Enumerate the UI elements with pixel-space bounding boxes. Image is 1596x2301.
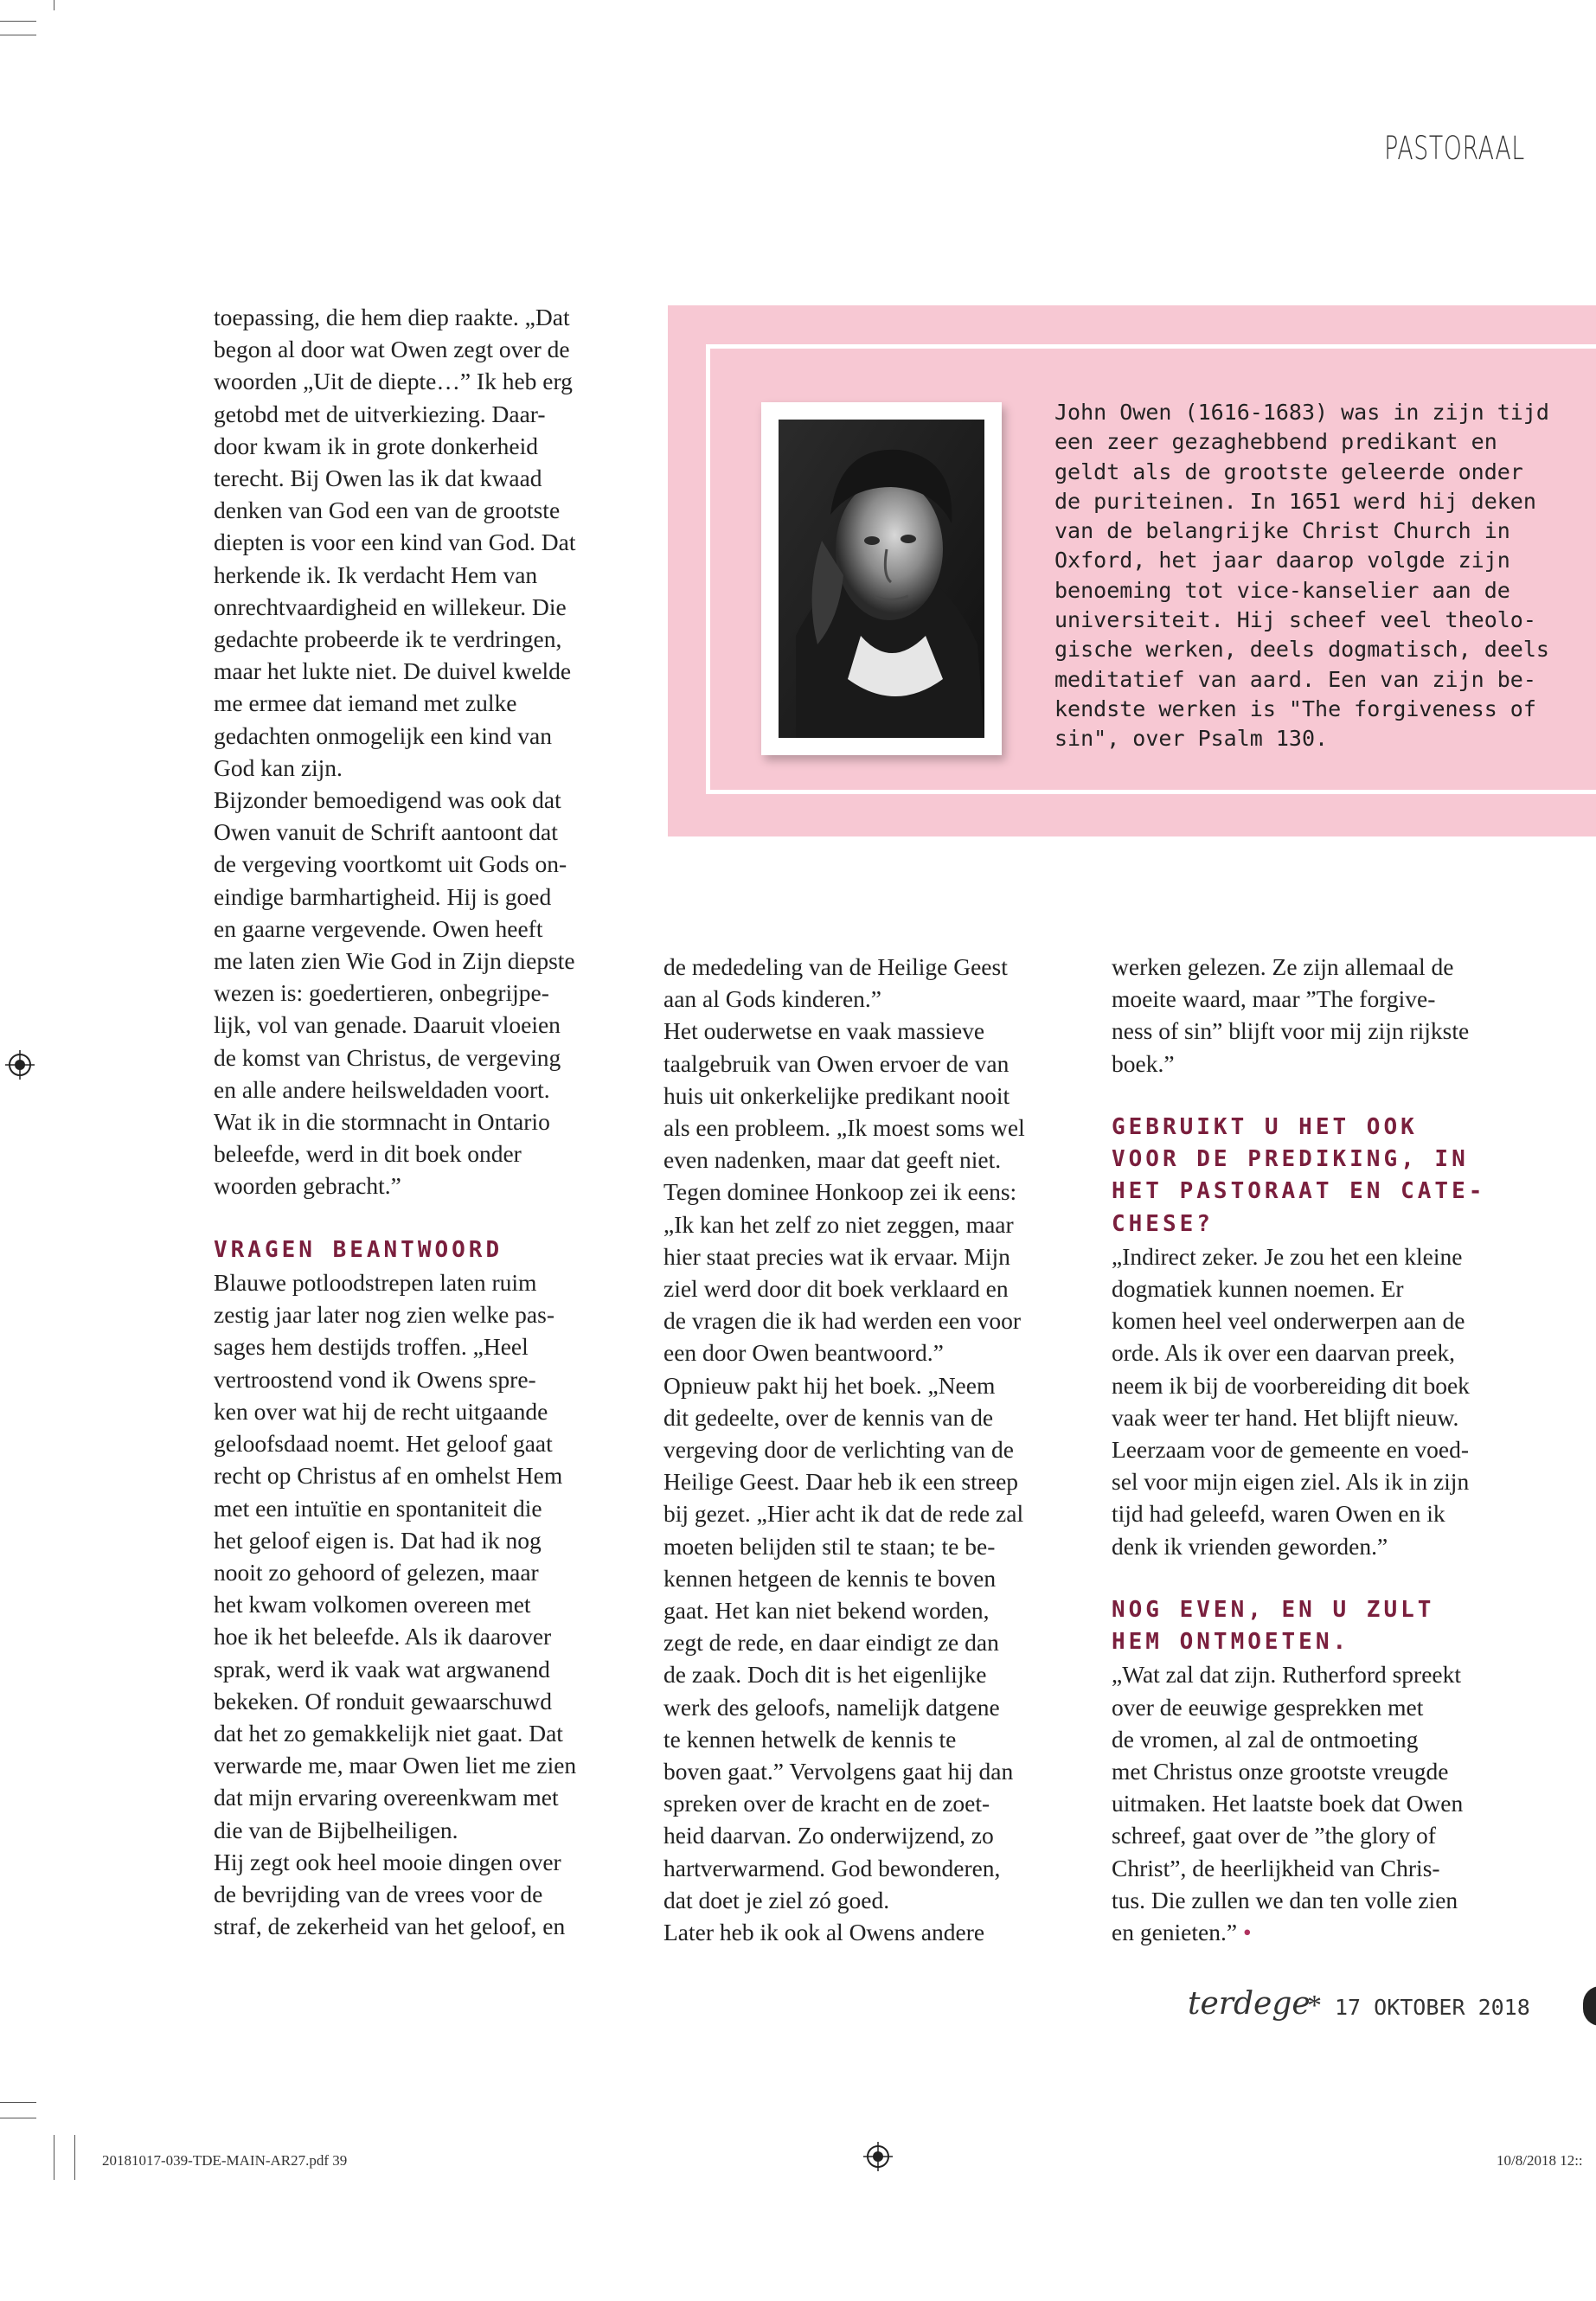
text-line: begon al door wat Owen zegt over de [214,336,570,363]
bio-line: de puriteinen. In 1651 werd hij deken [1054,488,1536,514]
text-line: te kennen hetwelk de kennis te [663,1725,957,1753]
article-end-mark: • [1237,1919,1252,1946]
text-line: de zaak. Doch dit is het eigenlijke [663,1661,987,1689]
text-line: moeten belijden stil te staan; te be- [663,1532,996,1560]
registration-mark-icon [5,1050,35,1080]
text-line: Bijzonder bemoedigend was ook dat [214,786,561,814]
bio-line: Oxford, het jaar daarop volgde zijn [1054,548,1510,574]
issue-date: 17 OKTOBER 2018 [1335,1995,1530,2020]
text-line: ziel werd door dit boek verklaard en [663,1275,1009,1303]
text-line: boek.” [1112,1049,1175,1077]
text-line: huis uit onkerkelijke predikant nooit [663,1081,1010,1109]
text-line: Leerzaam voor de gemeente en voed- [1112,1436,1470,1464]
text-line: schreef, gaat over de ”the glory of [1112,1822,1436,1849]
bio-line: geldt als de grootste geleerde onder [1054,458,1523,484]
text-line: zestig jaar later nog zien welke pas- [214,1301,554,1329]
crop-mark [0,21,36,22]
portrait-image [779,420,984,738]
bio-line: van de belangrijke Christ Church in [1054,518,1510,544]
text-line: woorden „Uit de diepte…” Ik heb erg [214,368,573,395]
bio-line: universiteit. Hij scheef veel theolo- [1054,607,1536,633]
magazine-brand: terdege [1188,1986,1311,2022]
subheading-line: CHESE? [1112,1210,1214,1237]
text-line: komen heel veel onderwerpen aan de [1112,1307,1465,1335]
text-line: tijd had geleefd, waren Owen en ik [1112,1500,1445,1528]
text-line: Blauwe potloodstrepen laten ruim [214,1269,537,1297]
text-line: dat mijn ervaring overeenkwam met [214,1784,559,1811]
text-line: de vergeving voortkomt uit Gods on- [214,850,567,878]
text-line: sprak, werd ik vaak wat argwanend [214,1655,550,1682]
text-line: sages hem destijds troffen. „Heel [214,1333,529,1361]
text-line: geloofsdaad noemt. Het geloof gaat [214,1430,553,1458]
text-line: me ermee dat iemand met zulke [214,689,517,717]
article-column-3 [1112,951,1485,1948]
text-line: gedachte probeerde ik te verdringen, [214,625,562,653]
separator-star-icon: * [1307,1990,1322,2022]
text-line: gedachten onmogelijk een kind van [214,721,552,749]
bio-line: benoeming tot vice-kanselier aan de [1054,577,1510,603]
bio-line: sin", over Psalm 130. [1054,726,1329,752]
print-slug-file: 20181017-039-TDE-MAIN-AR27.pdf 39 [102,2152,348,2169]
text-line: een door Owen beantwoord.” [663,1339,944,1367]
text-line: lijk, vol van genade. Daaruit vloeien [214,1011,561,1039]
bio-line: meditatief van aard. Een van zijn be- [1054,666,1536,692]
subheading-line: HET PASTORAAT EN CATE- [1112,1178,1486,1205]
text-line: en gaarne vergevende. Owen heeft [214,914,543,942]
paragraph-gap [1112,1562,1485,1594]
text-line: en genieten.” • [1112,1919,1252,1946]
text-line: „Wat zal dat zijn. Rutherford spreekt [1112,1661,1462,1689]
text-line: Wat ik in die stormnacht in Ontario [214,1108,550,1136]
text-line: orde. Als ik over een daarvan preek, [1112,1339,1456,1367]
text-line: maar het lukte niet. De duivel kwelde [214,657,572,685]
text-line: verwarde me, maar Owen liet me zien [214,1752,577,1779]
text-line: door kwam ik in grote donkerheid [214,432,538,459]
text-line: het geloof eigen is. Dat had ik nog [214,1526,542,1554]
text-line: dat het zo gemakkelijk niet gaat. Dat [214,1719,563,1747]
text-line: spreken over de kracht en de zoet- [663,1790,990,1817]
text-line: God kan zijn. [214,753,343,781]
text-line: de bevrijding van de vrees voor de [214,1880,543,1907]
article-column-1 [214,301,576,1942]
text-line: herkende ik. Ik verdacht Hem van [214,561,538,588]
text-line: zegt de rede, en daar eindigt ze dan [663,1629,999,1657]
text-line: denken van God een van de grootste [214,497,561,524]
text-line: onrechtvaardigheid en willekeur. Die [214,593,567,620]
crop-mark [74,2135,75,2180]
subheading-line: VRAGEN BEANTWOORD [214,1236,503,1263]
text-line: dat doet je ziel zó goed. [663,1886,890,1913]
text-line: terecht. Bij Owen las ik dat kwaad [214,465,542,492]
registration-mark-icon [863,2142,893,2171]
text-line: even nadenken, maar dat geeft niet. [663,1146,1002,1174]
text-line: ness of sin” blijft voor mij zijn rijkste [1112,1017,1470,1045]
text-line: ken over wat hij de recht uitgaande [214,1397,548,1425]
text-line: straf, de zekerheid van het geloof, en [214,1913,566,1940]
bio-line: een zeer gezaghebbend predikant en [1054,429,1497,455]
portrait-photo [761,402,1002,755]
text-line: en alle andere heilsweldaden voort. [214,1075,550,1103]
text-line: Heilige Geest. Daar heb ik een streep [663,1468,1019,1496]
page-number-tab [1583,1986,1596,2026]
text-line: met Christus onze grootste vreugde [1112,1758,1449,1785]
text-line: heid daarvan. Zo onderwijzend, zo [663,1822,994,1849]
text-line: dogmatiek kunnen noemen. Er [1112,1275,1404,1303]
text-line: kennen hetgeen de kennis te boven [663,1564,997,1592]
text-line: tus. Die zullen we dan ten volle zien [1112,1886,1458,1913]
text-line: „Indirect zeker. Je zou het een kleine [1112,1242,1463,1270]
subheading-line: NOG EVEN, EN U ZULT [1112,1597,1435,1624]
text-line: vaak weer ter hand. Het blijft nieuw. [1112,1403,1459,1431]
text-line: aan al Gods kinderen.” [663,985,881,1013]
subheading-line: GEBRUIKT U HET OOK [1112,1114,1418,1140]
text-line: werk des geloofs, namelijk datgene [663,1693,1000,1721]
text-line: moeite waard, maar ”The forgive- [1112,985,1436,1013]
text-line: Tegen dominee Honkoop zei ik eens: [663,1178,1017,1206]
text-line: uitmaken. Het laatste boek dat Owen [1112,1790,1464,1817]
bio-line: kendste werken is "The forgiveness of [1054,695,1536,721]
paragraph-gap [214,1202,576,1234]
text-line: hartverwarmend. God bewonderen, [663,1854,1001,1881]
section-label: PASTORAAL [1384,130,1525,167]
text-line: werken gelezen. Ze zijn allemaal de [1112,953,1454,980]
article-column-2 [663,951,1025,1948]
text-line: bij gezet. „Hier acht ik dat de rede zal [663,1500,1024,1528]
text-line: over de eeuwige gesprekken met [1112,1693,1424,1721]
text-line: wezen is: goedertieren, onbegrijpe- [214,979,549,1007]
text-line: de mededeling van de Heilige Geest [663,953,1008,980]
text-line: Owen vanuit de Schrift aantoont dat [214,818,558,846]
text-line: vergeving door de verlichting van de [663,1436,1014,1464]
subheading-line: VOOR DE PREDIKING, IN [1112,1146,1469,1173]
sidebar-bio [1054,398,1595,754]
text-line: Het ouderwetse en vaak massieve [663,1017,985,1045]
text-line: me laten zien Wie God in Zijn diepste [214,947,575,975]
text-line: denk ik vrienden geworden.” [1112,1532,1388,1560]
text-line: diepten is voor een kind van God. Dat [214,529,576,556]
text-line: recht op Christus af en omhelst Hem [214,1462,563,1490]
text-line: als een probleem. „Ik moest soms wel [663,1114,1025,1142]
text-line: neem ik bij de voorbereiding dit boek [1112,1371,1470,1399]
text-line: boven gaat.” Vervolgens gaat hij dan [663,1758,1014,1785]
paragraph-gap [1112,1080,1485,1112]
text-line: sel voor mijn eigen ziel. Als ik in zijn [1112,1468,1470,1496]
text-line: toepassing, die hem diep raakte. „Dat [214,304,570,330]
text-line: Hij zegt ook heel mooie dingen over [214,1848,561,1875]
text-line: Christ”, de heerlijkheid van Chris- [1112,1854,1440,1881]
text-line: woorden gebracht.” [214,1172,401,1200]
crop-mark [0,2102,36,2103]
text-line: dit gedeelte, over de kennis van de [663,1403,994,1431]
text-line: beleefde, werd in dit boek onder [214,1140,522,1168]
text-line: eindige barmhartigheid. Hij is goed [214,882,552,910]
text-line: „Ik kan het zelf zo niet zeggen, maar [663,1210,1014,1238]
text-line: nooit zo gehoord of gelezen, maar [214,1558,539,1586]
bio-line: John Owen (1616-1683) was in zijn tijd [1054,400,1549,425]
text-line: de vromen, al zal de ontmoeting [1112,1725,1419,1753]
text-line: Later heb ik ook al Owens andere [663,1919,985,1946]
text-line: met een intuïtie en spontaniteit die [214,1494,542,1522]
text-line: vertroostend vond ik Owens spre- [214,1365,536,1393]
text-line: hoe ik het beleefde. Als ik daarover [214,1623,552,1650]
text-line: gaat. Het kan niet bekend worden, [663,1597,990,1625]
text-line: taalgebruik van Owen ervoer de van [663,1049,1010,1077]
text-line: bekeken. Of ronduit gewaarschuwd [214,1687,552,1715]
text-line: de vragen die ik had werden een voor [663,1307,1022,1335]
text-line: die van de Bijbelheiligen. [214,1816,458,1843]
bio-line: gische werken, deels dogmatisch, deels [1054,637,1549,663]
subheading-line: HEM ONTMOETEN. [1112,1629,1350,1656]
text-line: getobd met de uitverkiezing. Daar- [214,400,546,427]
text-line: Opnieuw pakt hij het boek. „Neem [663,1371,996,1399]
text-line: het kwam volkomen overeen met [214,1591,531,1618]
text-line: de komst van Christus, de vergeving [214,1043,561,1071]
text-line: hier staat precies wat ik ervaar. Mijn [663,1242,1010,1270]
print-slug-stamp: 10/8/2018 12:: [1497,2152,1583,2169]
